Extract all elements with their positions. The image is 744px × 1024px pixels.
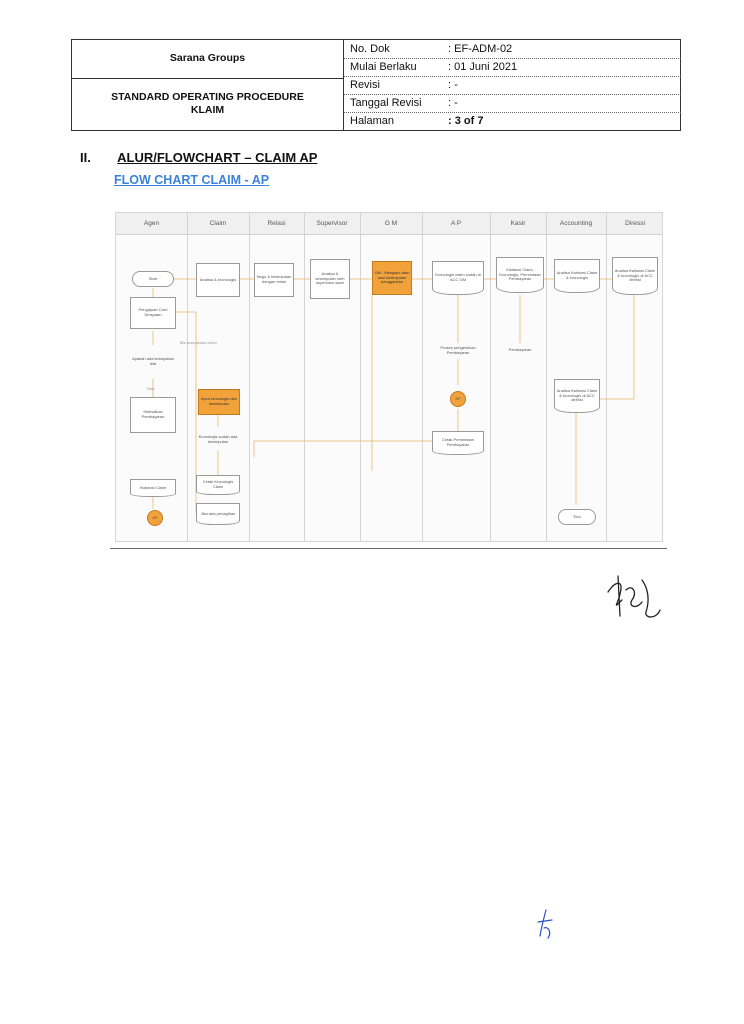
signature-mark [598,570,668,625]
sop-title-line2: KLAIM [190,104,225,116]
node-jika-ada-penagihan: Jika ada penagihan [196,503,240,525]
initials-mark [534,908,558,942]
lane-header-ap: A P [422,213,490,235]
flowchart-bottom-rule [110,548,667,549]
node-apakah-decision: Apakah ada kesepakan diat [128,345,178,379]
node-analisa-accounting: Analisa Kwitansi Claim & kronologis [554,259,600,293]
meta-row-revision-date: Tanggal Revisi : - [344,94,681,113]
meta-row-effective-date: Mulai Berlaku : 01 Juni 2021 [344,58,681,77]
node-analisa-direksi: Analisa Kwitansi Claim & kronologis di ACC direksi [612,257,658,295]
node-gm-acc: GM : Mengacc atau usul kesimpulan penggantian [372,261,412,295]
node-selesaikan: Selesaikan Pembayaran [130,397,176,433]
meta-row-revision: Revisi : - [344,76,681,95]
lane-header-supervisor: Supervisor [304,213,360,235]
header-left-column [72,40,344,130]
edge-label-belum: Bila kesepakatan belum [180,341,218,345]
node-end: End [558,509,596,525]
node-analisa-accounting-acc: Analisa Kwitansi Claim & kronologis di ACC direksi [554,379,600,413]
lane-header-diressi: Diressi [606,213,663,235]
lane-header-claim: Claim [187,213,249,235]
node-input-kronologis: Input kronologis dan kesimpulan [198,389,240,415]
node-kronologis-sudah-decision: Kronologis sudah ada kesimpulan [194,427,242,453]
company-name: Sarana Groups [72,40,343,79]
lane-header-agen: Agen [116,213,187,235]
node-ap-connector-agen: AP [147,510,163,526]
node-ap-connector-ap: AP [450,391,466,407]
section-number: II. [80,150,91,165]
node-kwitansi-kasir: Kwitansi Claim, Kronologis, Permintaan Pembayaran [496,257,544,293]
node-pengajuan: Pengajuan Card Dinspaan [130,297,176,329]
document-header-table [71,39,681,131]
section-title: ALUR/FLOWCHART – CLAIM AP [117,150,318,165]
meta-row-page: Halaman : 3 of 7 [350,115,484,127]
sop-title [72,78,343,130]
node-kwitansi-claim: Kwitansi Claim [130,479,176,497]
node-analisa-claim: Analisa & kronologis [196,263,240,297]
section-heading [80,150,317,165]
node-cetak-permintaan: Cetak Permintaan Pembayaran [432,431,484,455]
lane-header-kasir: Kasir [490,213,546,235]
node-cetak-kronologis: Cetak Kronologis Claim [196,475,240,495]
lane-header-accounting: Accounting [546,213,606,235]
section-subtitle: FLOW CHART CLAIM - AP [114,173,270,187]
node-analisa-supervisor: Analisa & kesimpulan oleh supervisor kiam [310,259,350,299]
lane-header-relasi: Relasi [249,213,304,235]
node-start: Start [132,271,174,287]
node-pembayaran: Pembayaran [508,346,532,352]
node-kronologis-acc-gm: Kronologis claim sudah di ACC GM [432,261,484,295]
edge-label-tidak: Tidak [146,387,155,391]
node-nego: Nego & kesimpulan dengan relasi [254,263,294,297]
node-proses-pengecekan: Proses pengecekan Pembayaran [440,345,476,355]
flowchart-image [115,212,663,542]
meta-row-doc-number: No. Dok : EF-ADM-02 [344,40,681,59]
lane-header-gm: G M [360,213,422,235]
sop-title-line1: STANDARD OPERATING PROCEDURE [111,90,304,103]
